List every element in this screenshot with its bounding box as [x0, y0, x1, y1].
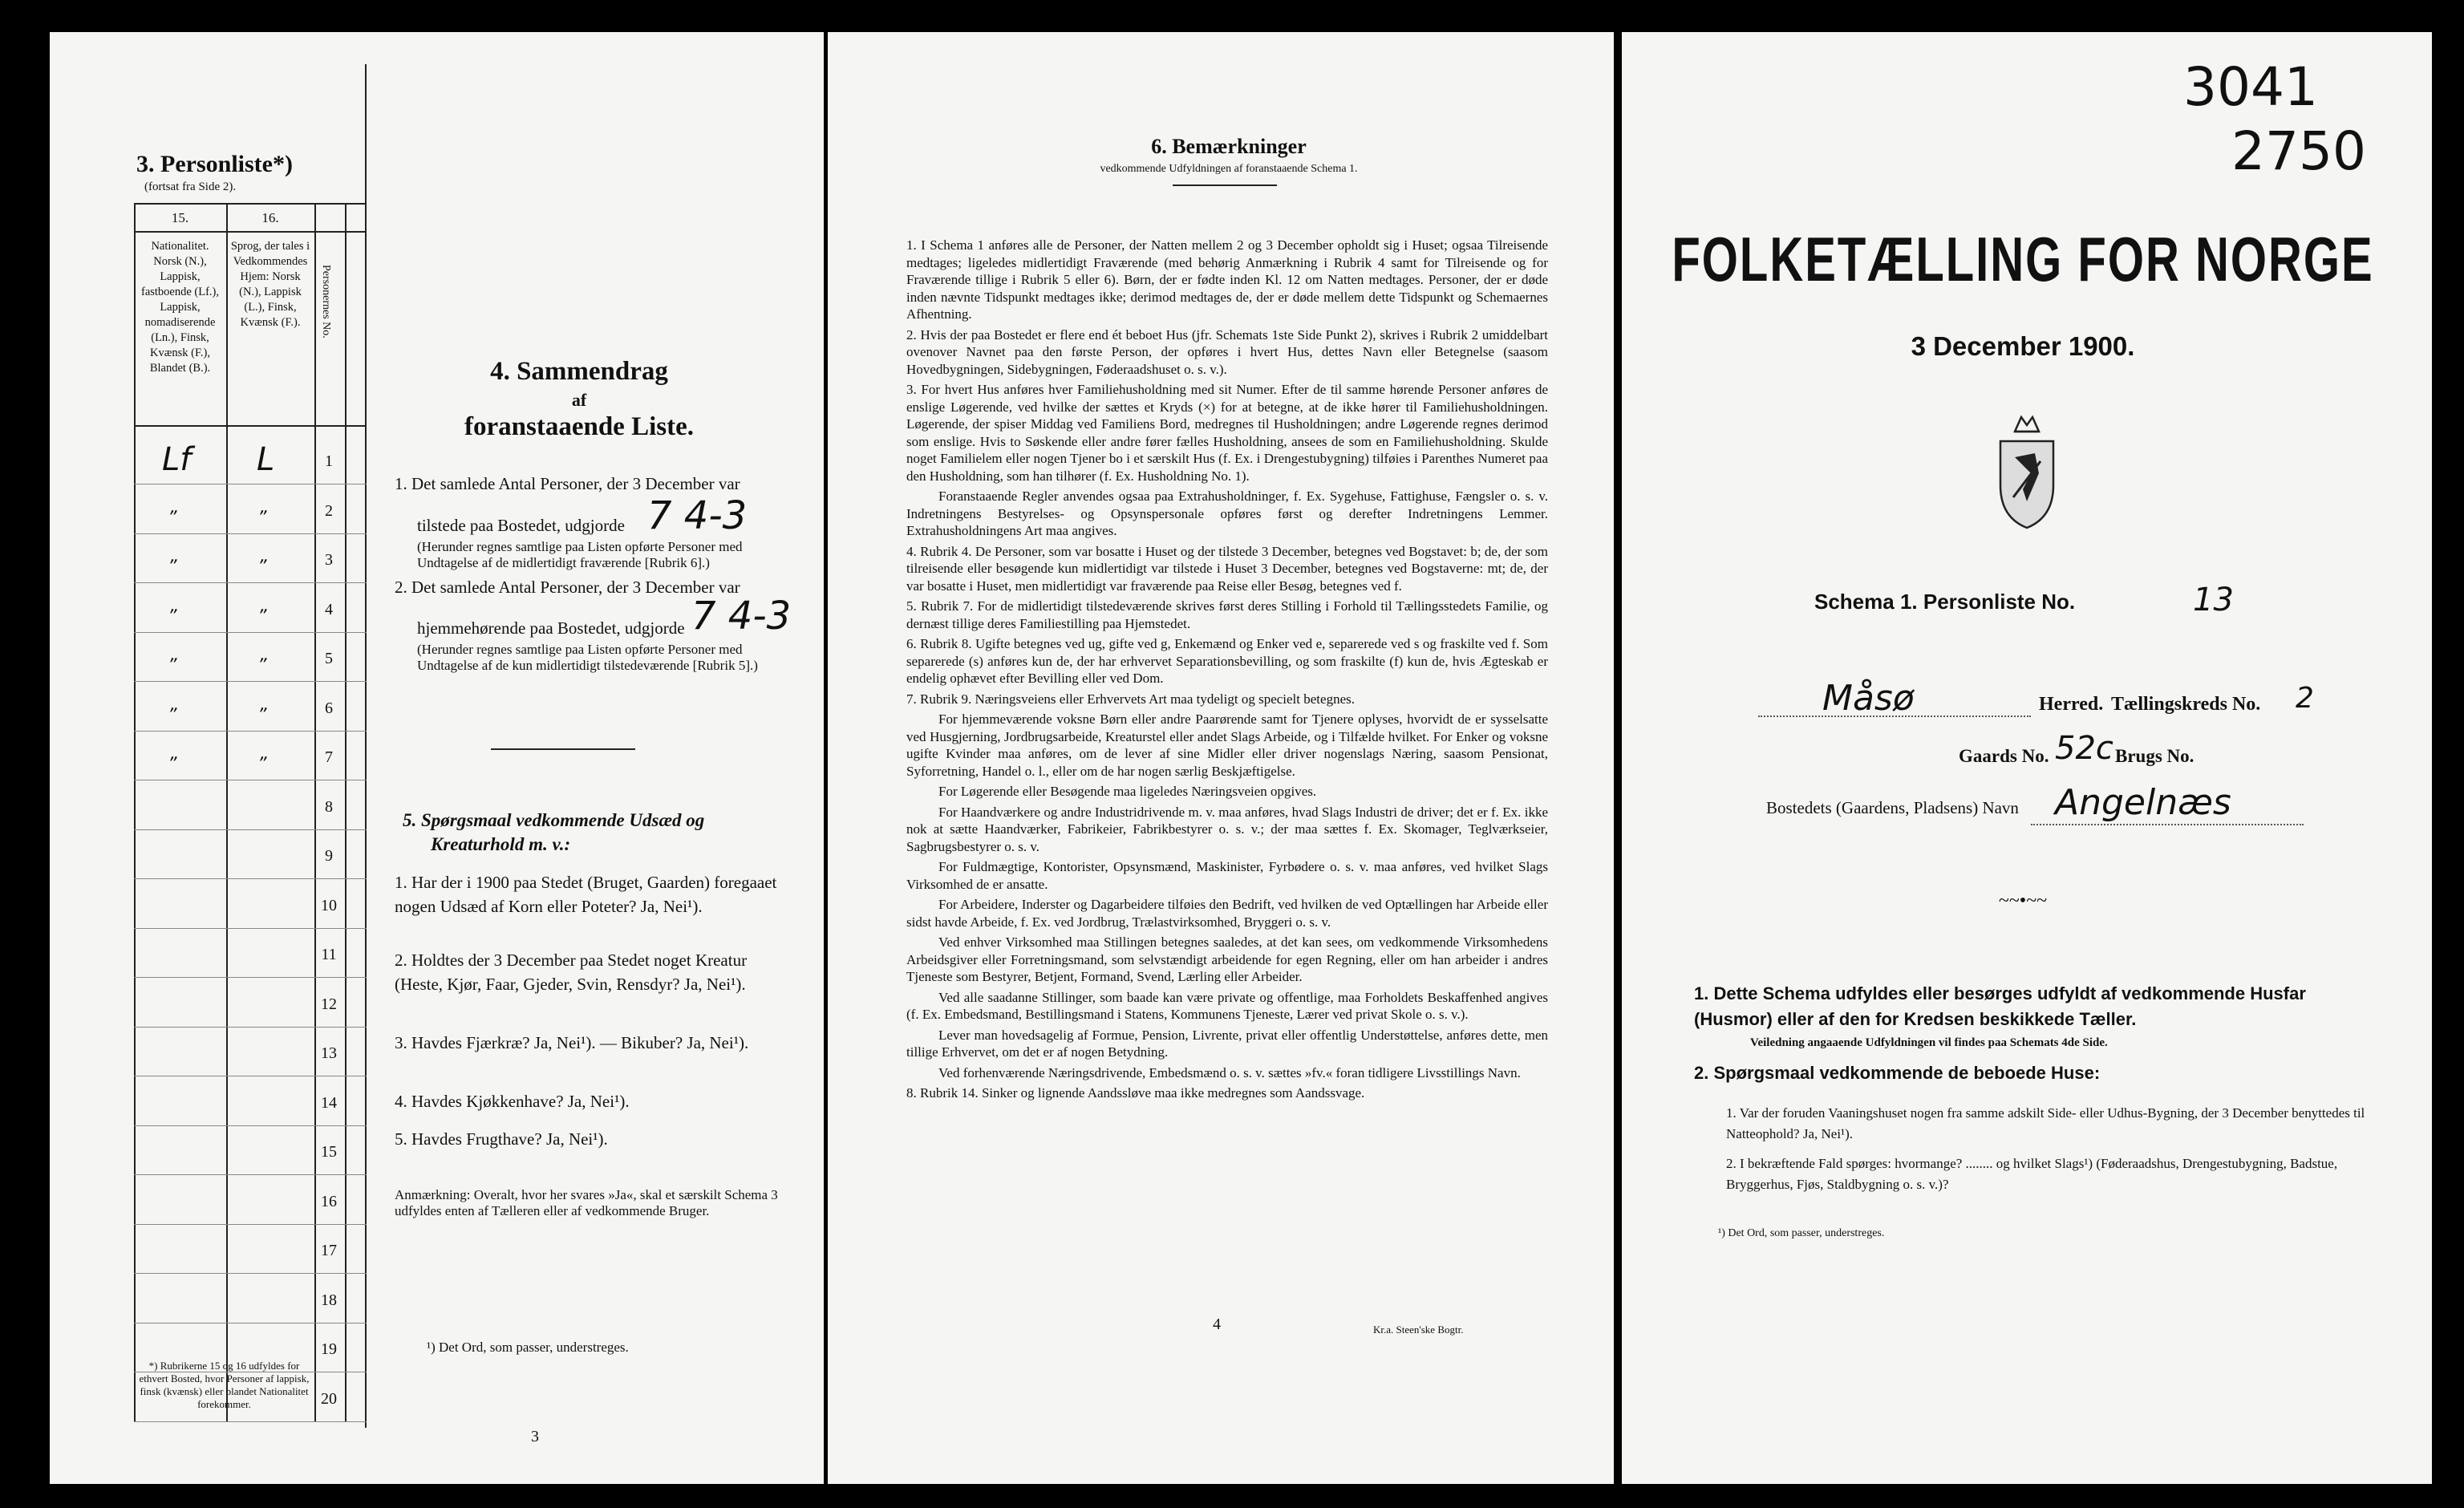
ditto-language: „	[260, 694, 270, 715]
remark-paragraph: Ved alle saadanne Stillinger, som baade kan være private og offentlige, maa Forholdets Beskaffenhed angives (f. Ex. Embedsmand, Bestillingsmand i Statens, Kommunens Tjeneste, Lærer ved privat Skole o. s. v.).	[906, 989, 1548, 1022]
ornament: ~~•~~	[1998, 890, 2048, 911]
remark-paragraph: 7. Rubrik 9. Næringsveiens eller Erhvervets Art maa tydeligt og specielt betegnes.	[906, 691, 1355, 707]
row-number: 11	[321, 946, 337, 963]
row-number: 2	[325, 501, 333, 520]
row-number: 19	[321, 1340, 337, 1358]
ditto-nationality: „	[170, 694, 180, 715]
remark-paragraph: For Haandværkere og andre Industridrivende m. v. maa anføres, hvad Slags Industri de driver; det er f. Ex. ikke nok at sætte Haandværker, Fabrikeier, Fabrikbestyrer o. s. v.; der maa sættes f. Ex. Skomager, Teglværkseier, Sagbrugsbestyrer o. s. v.	[906, 804, 1548, 854]
archive-number-2: 2750	[2231, 120, 2366, 182]
page-4	[828, 32, 1614, 1484]
summary-2-line2: hjemmehørende paa Bostedet, udgjorde	[417, 618, 685, 638]
summary-1-note: (Herunder regnes samtlige paa Listen opførte Personer med Undtagelse af de midlertidigt fraværende [Rubrik 6].)	[417, 539, 743, 570]
census-date: 3 December 1900.	[1911, 331, 2135, 361]
col16-header: Sprog, der tales i Vedkommendes Hjem: Norsk (N.), Lappisk (L.), Finsk, Kvænsk (F.).	[230, 240, 310, 329]
coat-of-arms-icon	[1991, 409, 2063, 529]
question-3: 3. Havdes Fjærkræ? Ja, Nei¹). — Bikuber? Ja, Nei¹).	[395, 1033, 749, 1052]
ditto-nationality: „	[170, 497, 180, 517]
main-title: FOLKETÆLLING FOR NORGE	[1672, 224, 2374, 295]
divider	[491, 748, 635, 750]
summary-1-value: 7 4-3	[647, 493, 748, 538]
row-number: 3	[325, 551, 333, 569]
instruction-1-note: Veiledning angaaende Udfyldningen vil findes paa Schemats 4de Side.	[1750, 1036, 2108, 1049]
remark-paragraph: Lever man hovedsagelig af Formue, Pension, Livrente, privat eller offentlig Understøttelse, anføres dette, men tillige Erhvervet, om det er af nogen Betydning.	[906, 1027, 1548, 1060]
col15-header: Nationalitet. Norsk (N.), Lappisk, fastboende (Lf.), Lappisk, nomadiserende (Ln.), Finsk, Kvænsk (F.), Blandet (B.).	[140, 240, 220, 375]
row-number: 8	[325, 797, 333, 816]
ditto-nationality: „	[170, 546, 180, 566]
summary-2-line1: 2. Det samlede Antal Personer, der 3 December var	[395, 578, 740, 597]
bosted-value: Angelnæs	[2055, 782, 2231, 823]
instruction-2: 2. Spørgsmaal vedkommende de beboede Huse:	[1694, 1063, 2101, 1083]
brugs-label: Brugs No.	[2115, 746, 2194, 766]
row-number: 5	[325, 650, 333, 667]
summary-1-line1: 1. Det samlede Antal Personer, der 3 December var	[395, 474, 740, 493]
herred-value: Måsø	[1822, 678, 1915, 719]
row-number: 7	[325, 748, 333, 766]
row-number: 16	[321, 1192, 337, 1210]
schema-label: Schema 1. Personliste No.	[1814, 590, 2076, 614]
remarks-body	[906, 237, 1548, 1105]
remarks-title: 6. Bemærkninger	[1151, 135, 1307, 158]
row-number: 17	[321, 1242, 337, 1259]
remark-paragraph: 3. For hvert Hus anføres hver Familiehusholdning med sit Numer. Efter de til samme hørende Personer anføres de enslige Løgerende, ved hvilke der sættes et Kryds (×) for at betegne, at de ikke hører til Familiehusholdningen. Løgerende, der spiser Middag ved Familiens Bord, medregnes til Husholdningen; andre Løgerende regnes derimod som enslige. Hvis to Søskende eller andre fører fælles Husholdning, ansees de som en Familiehusholdning. Skulde noget Familielem eller nogen Tjener bo i et særskilt Hus (f. Ex. i Drengestubygning) tilføies i Parenthes Numeret paa den Husholdning, som han tilhører (f. Ex. Husholdning No. 1).	[906, 382, 1548, 484]
col15-number: 15.	[171, 210, 189, 225]
ditto-language: „	[260, 645, 270, 665]
footnote: ¹) Det Ord, som passer, understreges.	[1718, 1227, 1885, 1239]
row-number: 18	[321, 1291, 337, 1309]
herred-label: Herred.	[2039, 694, 2104, 715]
bosted-label: Bostedets (Gaardens, Pladsens) Navn	[1766, 798, 2019, 817]
question-2: 2. Holdtes der 3 December paa Stedet noget Kreatur (Heste, Kjør, Faar, Gjeder, Svin, Rensdyr? Ja, Nei¹).	[395, 951, 748, 994]
ditto-nationality: „	[170, 645, 180, 665]
row-number: 1	[325, 452, 333, 470]
summary-af: af	[571, 390, 587, 410]
page-number: 4	[1213, 1315, 1221, 1333]
row-number: 9	[325, 847, 333, 865]
question-1: 1. Har der i 1900 paa Stedet (Bruget, Gaarden) foregaaet nogen Udsæd af Korn eller Poteter? Ja, Nei¹).	[395, 873, 777, 916]
kreds-number: 2	[2296, 682, 2314, 715]
row-number: 12	[321, 995, 337, 1013]
remarks-subtitle: vedkommende Udfyldningen af foranstaaende Schema 1.	[1100, 163, 1358, 175]
row1-nationality: Lf	[162, 441, 192, 478]
row-number: 13	[321, 1044, 337, 1062]
remark-paragraph: For Arbeidere, Inderster og Dagarbeidere tilføies den Bedrift, ved hvilken de ved Optællingen har Arbeide eller sidst havde Arbeide, f. Ex. ved Jordbrug, Trælastvirksomhed, Bryggeri o. s. v.	[906, 897, 1548, 930]
ditto-nationality: „	[170, 744, 180, 764]
col17-header: Personernes No.	[320, 265, 332, 338]
remark: Anmærkning: Overalt, hvor her svares »Ja«, skal et særskilt Schema 3 udfyldes enten af Tælleren eller af vedkommende Bruger.	[395, 1187, 778, 1218]
list-title: 3. Personliste*)	[136, 151, 293, 177]
page-number: 3	[531, 1428, 539, 1445]
ditto-language: „	[260, 497, 270, 517]
ditto-nationality: „	[170, 595, 180, 616]
summary-2-note: (Herunder regnes samtlige paa Listen opførte Personer med Undtagelse af de kun midlertidigt tilstedeværende [Rubrik 5].)	[417, 642, 758, 673]
summary-2-value: 7 4-3	[691, 594, 792, 638]
summary-title: 4. Sammendrag	[490, 357, 668, 386]
instruction-2-2: 2. I bekræftende Fald spørges: hvormange? ........ og hvilket Slags¹) (Føderaadshus, Drengestubygning, Badstue, Bryggerhus, Fjøs, Staldbygning o. s. v.)?	[1726, 1156, 2338, 1192]
ditto-language: „	[260, 546, 270, 566]
remark-paragraph: For Løgerende eller Besøgende maa ligeledes Næringsveien opgives.	[938, 784, 1317, 799]
footnote: ¹) Det Ord, som passer, understreges.	[427, 1340, 629, 1355]
remark-paragraph: 6. Rubrik 8. Ugifte betegnes ved ug, gifte ved g, Enkemænd og Enker ved e, separerede ved s og fraskilte ved f. Som separerede (s) anføres kun de, der har erhvervet Separationsbevilling, og som fraskilte (f) kun de, hvis Ægteskab er endelig ophævet efter Bevilling eller ved Dom.	[906, 636, 1548, 686]
remark-paragraph: Foranstaaende Regler anvendes ogsaa paa Extrahusholdninger, f. Ex. Sygehuse, Fattighuse, Fængsler o. s. v. Indretningens Bestyrelses- og Opsynspersonale opføres først og derefter Indretningens Lemmer. Extrahusholdningens Art maa angives.	[906, 488, 1548, 538]
row-number: 6	[325, 699, 333, 717]
row-number: 14	[321, 1093, 337, 1112]
ditto-language: „	[260, 595, 270, 616]
printer: Kr.a. Steen'ske Bogtr.	[1373, 1324, 1464, 1336]
instruction-2-1: 1. Var der foruden Vaaningshuset nogen fra samme adskilt Side- eller Udhus-Bygning, der 3 December benyttedes til Natteophold? Ja, Nei¹).	[1726, 1105, 2365, 1141]
ditto-language: „	[260, 744, 270, 764]
instruction-1: 1. Dette Schema udfyldes eller besørges udfyldt af vedkommende Husfar (Husmor) eller af den for Kredsen beskikkede Tæller.	[1694, 983, 2306, 1029]
row-number: 10	[321, 896, 337, 914]
remark-paragraph: 5. Rubrik 7. For de midlertidigt tilstedeværende skrives først deres Stilling i Forhold til Tællingsstedets Familie, og dernæst tillige deres Familiestilling paa Hjemstedet.	[906, 598, 1548, 631]
questions-title-2: Kreaturhold m. v.:	[431, 834, 571, 854]
front-page	[1622, 32, 2432, 1484]
remark-paragraph: 8. Rubrik 14. Sinker og lignende Aandssløve maa ikke medregnes som Aandssvage.	[906, 1085, 1365, 1101]
summary-subtitle: foranstaaende Liste.	[464, 412, 694, 441]
personliste-number: 13	[2193, 582, 2234, 618]
question-5: 5. Havdes Frugthave? Ja, Nei¹).	[395, 1129, 608, 1149]
remark-paragraph: 2. Hvis der paa Bostedet er flere end ét beboet Hus (jfr. Schemats 1ste Side Punkt 2), skrives i Rubrik 2 umiddelbart ovenover Navnet paa den første Person, der opføres i hvert Hus, dettes Navn eller Betegnelse (saasom Hovedbygningen, Sidebygningen, Føderaadshuset o. s. v.).	[906, 326, 1548, 377]
row1-language: L	[257, 441, 275, 478]
kreds-label: Tællingskreds No.	[2111, 694, 2261, 715]
remark-paragraph: Ved forhenværende Næringsdrivende, Embedsmænd o. s. v. sættes »fv.« foran tidligere Livsstillings Navn.	[938, 1064, 1521, 1080]
list-subtitle: (fortsat fra Side 2).	[144, 180, 237, 193]
questions-title-1: 5. Spørgsmaal vedkommende Udsæd og	[403, 810, 705, 830]
col16-number: 16.	[261, 210, 279, 225]
footnote-nationality: *) Rubrikerne 15 og 16 udfyldes for ethvert Bosted, hvor Personer af lappisk, finsk (kvænsk) eller blandet Nationalitet forekommer.	[139, 1360, 310, 1410]
page-3	[50, 32, 824, 1484]
remark-paragraph: 4. Rubrik 4. De Personer, som var bosatte i Huset og der tilstede 3 December, betegnes ved Bogstavet: b; de, der som tilreisende eller besøgende kun midlertidigt var tilstede i Huset 3 December, betegnes ved Bogstaverne: mt; de, der var bosatte i Huset, men midlertidigt var fraværende paa Reise eller Besøg, betegnes ved f.	[906, 543, 1548, 594]
question-4: 4. Havdes Kjøkkenhave? Ja, Nei¹).	[395, 1092, 630, 1111]
archive-number-1: 3041	[2183, 56, 2318, 118]
row-number: 4	[325, 600, 333, 618]
remark-paragraph: 1. I Schema 1 anføres alle de Personer, der Natten mellem 2 og 3 December opholdt sig i Huset; ogsaa Tilreisende medtages; ligeledes midlertidigt Fraværende (med behørig Anmærkning i Rubrik 4 samt for Tilreisende og for Fraværende tillige i Rubrik 5 eller 6). Børn, der er fødte inden Kl. 12 om Natten medtages. Personer, der er døde inden nævnte Tidspunkt medtages ikke; derimod medtages de, der er døde mellem dette Tidspunkt og Schemaernes Afhentning.	[906, 237, 1548, 322]
remark-paragraph: Ved enhver Virksomhed maa Stillingen betegnes saaledes, at det kan sees, om vedkommende Virksomhedens Arbeidsgiver eller Forretningsmand, som selvstændigt arbeidende for egen Regning, eller om han arbeider i andres Tjeneste som Bestyrer, Betjent, Formand, Svend, Lærling eller Arbeider.	[906, 934, 1548, 984]
summary-1-line2: tilstede paa Bostedet, udgjorde	[417, 516, 625, 535]
gaards-number: 52c	[2055, 730, 2113, 767]
gaards-label: Gaards No.	[1959, 746, 2049, 766]
row-number: 15	[321, 1143, 337, 1161]
row-number: 20	[321, 1389, 337, 1408]
remark-paragraph: For hjemmeværende voksne Børn eller andre Paarørende samt for Tjenere oplyses, hvorvidt de er sysselsatte ved Husgjerning, Jordbrugsarbeide, Kreaturstel eller andet Slags Arbeide, og i Tilfælde hvilket. For Enker og voksne ugifte Kvinder maa anføres, om de lever af sine Midler eller driver nogenslags Næring, saasom Pensionat, Syforretning, Handel o. l., eller om de har nogen særlig Beskjæftigelse.	[906, 711, 1548, 779]
remark-paragraph: For Fuldmægtige, Kontorister, Opsynsmænd, Maskinister, Fyrbødere o. s. v. maa anføres, ved hvilket Slags Virksomhed de er ansatte.	[906, 859, 1548, 892]
